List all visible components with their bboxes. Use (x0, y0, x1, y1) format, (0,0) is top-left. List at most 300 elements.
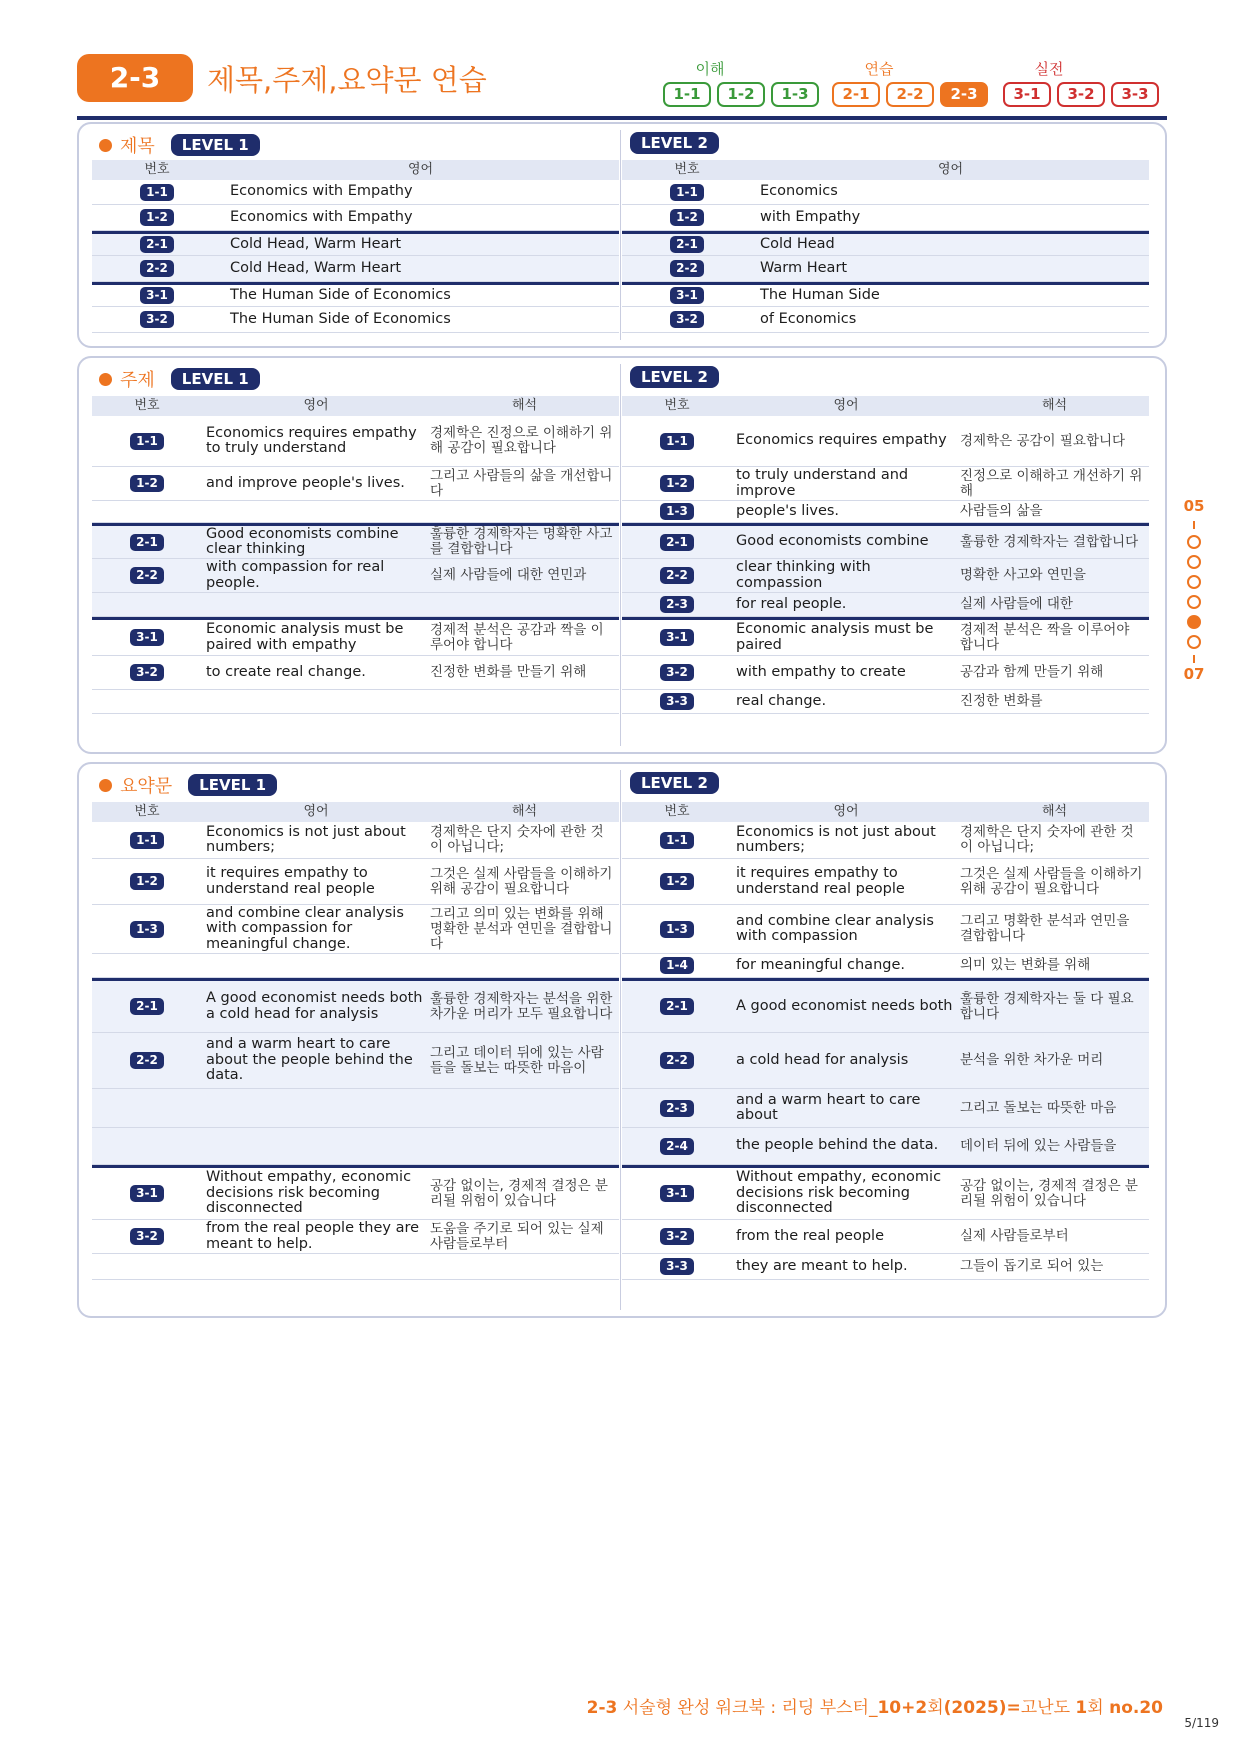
table-row (92, 690, 619, 714)
row-number-cell (92, 184, 222, 201)
english-text: with Empathy (760, 208, 861, 225)
table-row (622, 656, 1149, 690)
table-row (92, 467, 619, 501)
bullet-dot (99, 139, 112, 152)
english-text: Economics with Empathy (230, 183, 413, 200)
english-text: for meaningful change. (736, 956, 905, 973)
row-number-badge: 2-1 (660, 534, 694, 551)
english-text: Economic analysis must be paired (736, 621, 934, 653)
table-row (92, 1033, 619, 1089)
footer-bold3: 1 (1075, 1698, 1088, 1718)
row-number-badge: 3-2 (140, 311, 174, 328)
column-divider (620, 364, 621, 746)
summary-level1-table (92, 802, 619, 1280)
korean-translation: 데이터 뒤에 있는 사람들을 (960, 1137, 1117, 1154)
english-text: The Human Side of Economics (230, 310, 451, 327)
row-number-badge: 2-2 (140, 260, 174, 277)
row-number-badge: 1-1 (130, 832, 164, 849)
footer-after: 고난도 (1020, 1698, 1076, 1718)
table-row (92, 523, 619, 559)
row-number-badge: 2-2 (130, 1052, 164, 1069)
english-text: with compassion for real people. (206, 559, 385, 591)
korean-translation: 그리고 의미 있는 변화를 위해 명확한 분석과 연민을 결합합니다 (430, 905, 613, 952)
bullet-dot (99, 373, 112, 386)
section-name: 주제 (120, 370, 155, 391)
english-text: the people behind the data. (736, 1137, 939, 1154)
level-2-heading (630, 366, 719, 388)
footer-mid: 회 (927, 1698, 944, 1718)
table-row (92, 307, 619, 333)
chapter-side-tab (1179, 497, 1209, 683)
step-button[interactable]: 3-2 (1057, 82, 1105, 107)
table-row (622, 501, 1149, 523)
table-row (622, 231, 1149, 256)
row-number-cell (622, 832, 732, 849)
footer-code: 2-3 (586, 1698, 618, 1718)
table-row (92, 822, 619, 859)
english-text: Without empathy, economic decisions risk becoming disconnected (206, 1169, 412, 1217)
table-header (92, 802, 619, 822)
footer-bold4: no.20 (1109, 1698, 1163, 1718)
row-number-badge: 2-2 (660, 1052, 694, 1069)
row-number-cell (622, 873, 732, 890)
row-number-badge: 1-1 (670, 184, 704, 201)
row-number-badge: 3-1 (130, 1185, 164, 1202)
english-text: and a warm heart to care about the people behind the data. (206, 1036, 413, 1084)
row-number-badge: 2-3 (660, 596, 694, 613)
table-row (622, 1165, 1149, 1220)
english-text: and a warm heart to care about (736, 1091, 921, 1123)
row-number-badge: 1-2 (130, 873, 164, 890)
section-title-heading (99, 132, 260, 158)
row-number-cell (92, 236, 222, 253)
title-level2-table (622, 160, 1149, 333)
row-number-cell (92, 832, 202, 849)
korean-translation: 그것은 실제 사람들을 이해하기 위해 공감이 필요합니다 (960, 865, 1143, 897)
header-rule (77, 116, 1167, 120)
table-row (92, 859, 619, 905)
title-level1-table (92, 160, 619, 333)
english-text: for real people. (736, 595, 847, 612)
row-number-badge: 3-1 (660, 629, 694, 646)
row-number-cell (92, 260, 222, 277)
step-button[interactable]: 3-1 (1003, 82, 1051, 107)
row-number-badge: 3-1 (670, 287, 704, 304)
table-row (92, 231, 619, 256)
english-text: The Human Side of Economics (230, 286, 451, 303)
row-number-badge: 3-1 (140, 287, 174, 304)
row-number-cell (92, 629, 202, 646)
step-button[interactable]: 1-3 (771, 82, 819, 107)
korean-translation: 진정으로 이해하고 개선하기 위해 (960, 467, 1143, 499)
table-row (92, 1220, 619, 1254)
step-button-active[interactable]: 2-3 (940, 82, 988, 107)
table-row (622, 467, 1149, 501)
english-text: people's lives. (736, 502, 840, 519)
korean-translation: 공감 없이는, 경제적 결정은 분리될 위험이 있습니다 (430, 1177, 608, 1209)
header-eng: 영어 (937, 162, 964, 177)
table-row (92, 617, 619, 656)
english-text: and combine clear analysis with compassion (736, 912, 934, 944)
table-row (92, 282, 619, 307)
row-number-cell (622, 629, 732, 646)
tab-bar (1193, 655, 1195, 663)
row-number-cell (622, 1052, 732, 1069)
row-number-badge: 2-1 (660, 998, 694, 1015)
korean-translation: 실제 사람들로부터 (960, 1228, 1069, 1244)
progress-circle-icon (1187, 635, 1201, 649)
header-num: 번호 (134, 804, 160, 819)
progress-circle-icon (1187, 575, 1201, 589)
english-text: to truly understand and improve (736, 467, 909, 499)
english-text: with empathy to create (736, 663, 906, 680)
step-group-real (1003, 82, 1159, 107)
row-number-cell (92, 1052, 202, 1069)
row-number-badge: 1-3 (660, 921, 694, 938)
korean-translation: 훌륭한 경제학자는 결합합니다 (960, 533, 1139, 550)
row-number-cell (622, 921, 732, 938)
row-number-badge: 3-1 (660, 1185, 694, 1202)
step-button[interactable]: 1-1 (663, 82, 711, 107)
table-row (92, 1128, 619, 1165)
row-number-cell (622, 184, 752, 201)
table-row (92, 1165, 619, 1220)
footer-bold: 10+2 (877, 1698, 928, 1718)
table-row (92, 656, 619, 690)
english-text: Economics requires empathy to truly understand (206, 424, 417, 456)
korean-translation: 경제학은 단지 숫자에 관한 것이 아닙니다; (430, 824, 604, 855)
korean-translation: 훌륭한 경제학자는 명확한 사고를 결합합니다 (430, 526, 613, 557)
table-header (622, 396, 1149, 416)
progress-circle-icon (1187, 615, 1201, 629)
footer-text: 서술형 완성 워크북 : 리딩 부스터_ (622, 1698, 878, 1718)
korean-translation: 진정한 변화를 (960, 693, 1043, 709)
row-number-badge: 2-3 (660, 1100, 694, 1117)
row-number-cell (92, 433, 202, 450)
level-2-badge: LEVEL 2 (630, 772, 719, 794)
korean-translation: 그리고 사람들의 삶을 개선합니다 (430, 467, 613, 499)
table-row (622, 617, 1149, 656)
row-number-cell (622, 475, 732, 492)
table-header (92, 396, 619, 416)
row-number-badge: 1-1 (140, 184, 174, 201)
row-number-badge: 1-1 (660, 433, 694, 450)
row-number-cell (92, 567, 202, 584)
english-text: it requires empathy to understand real people (736, 865, 905, 897)
english-text: The Human Side (760, 286, 880, 303)
header-num: 번호 (134, 398, 160, 413)
english-text: Good economists combine (736, 533, 929, 550)
progress-circle-icon (1187, 535, 1201, 549)
step-button[interactable]: 1-2 (717, 82, 765, 107)
section-name: 제목 (120, 136, 155, 157)
row-number-badge: 2-2 (130, 567, 164, 584)
level-1-badge: LEVEL 1 (171, 134, 260, 156)
row-number-cell (622, 664, 732, 681)
table-row (622, 282, 1149, 307)
english-text: to create real change. (206, 663, 366, 680)
korean-translation: 진정한 변화를 만들기 위해 (430, 664, 587, 680)
summary-level2-table (622, 802, 1149, 1280)
row-number-cell (92, 664, 202, 681)
table-row (622, 859, 1149, 905)
header-eng: 영어 (303, 398, 329, 413)
header-num: 번호 (144, 162, 170, 177)
row-number-cell (92, 1185, 202, 1202)
table-row (92, 905, 619, 954)
table-row (622, 523, 1149, 559)
section-title (77, 122, 1167, 348)
row-number-cell (622, 567, 732, 584)
english-text: Economics (760, 183, 838, 200)
table-row (622, 593, 1149, 617)
header-kor: 해석 (1041, 804, 1068, 819)
bullet-dot (99, 779, 112, 792)
row-number-cell (622, 596, 732, 613)
korean-translation: 그리고 명확한 분석과 연민을 결합합니다 (960, 913, 1130, 944)
row-number-badge: 2-2 (660, 567, 694, 584)
footer-bold2: (2025)= (943, 1698, 1021, 1718)
row-number-badge: 1-2 (660, 873, 694, 890)
step-button[interactable]: 3-3 (1111, 82, 1159, 107)
english-text: from the real people they are meant to help. (206, 1220, 420, 1252)
header-kor: 해석 (1041, 398, 1068, 413)
english-text: and combine clear analysis with compassion for meaningful change. (206, 904, 404, 952)
row-number-badge: 2-1 (130, 998, 164, 1015)
row-number-cell (622, 693, 732, 710)
row-number-badge: 3-3 (660, 1258, 694, 1275)
header-kor: 해석 (511, 804, 538, 819)
row-number-badge: 1-2 (130, 475, 164, 492)
header-num: 번호 (664, 804, 690, 819)
footer-caption (587, 1693, 1163, 1718)
korean-translation: 경제학은 진정으로 이해하기 위해 공감이 필요합니다 (430, 425, 613, 456)
group-label-practice: 연습 (864, 60, 894, 78)
row-number-badge: 1-2 (140, 209, 174, 226)
english-text: Economics is not just about numbers; (736, 823, 936, 855)
table-row (622, 978, 1149, 1033)
english-text: Without empathy, economic decisions risk becoming disconnected (736, 1169, 942, 1217)
row-number-cell (622, 534, 732, 551)
section-name: 요약문 (120, 776, 173, 797)
section-topic (77, 356, 1167, 754)
level-2-heading (630, 132, 719, 154)
english-text: it requires empathy to understand real people (206, 865, 375, 897)
section-topic-heading (99, 366, 260, 392)
step-button[interactable]: 2-1 (832, 82, 880, 107)
table-header (92, 160, 619, 180)
row-number-badge: 3-2 (130, 1228, 164, 1245)
row-number-badge: 1-1 (130, 433, 164, 450)
level-2-heading (630, 772, 719, 794)
korean-translation: 사람들의 삶을 (960, 503, 1043, 519)
row-number-cell (622, 957, 732, 974)
table-row (92, 256, 619, 282)
row-number-cell (622, 1138, 732, 1155)
english-text: A good economist needs both a cold head for analysis (206, 990, 423, 1022)
english-text: Cold Head, Warm Heart (230, 259, 402, 276)
row-number-badge: 2-2 (670, 260, 704, 277)
column-divider (620, 130, 621, 340)
column-divider (620, 770, 621, 1310)
row-number-badge: 1-2 (660, 475, 694, 492)
table-row (622, 256, 1149, 282)
row-number-badge: 1-3 (660, 503, 694, 520)
row-number-badge: 3-3 (660, 693, 694, 710)
english-text: Good economists combine clear thinking (206, 525, 399, 557)
table-row (92, 1254, 619, 1280)
table-row (622, 1254, 1149, 1280)
english-text: A good economist needs both (736, 997, 953, 1014)
korean-translation: 그리고 데이터 뒤에 있는 사람들을 돌보는 따뜻한 마음이 (430, 1044, 604, 1076)
topic-level1-table (92, 396, 619, 714)
row-number-cell (622, 1100, 732, 1117)
header-eng: 영어 (407, 162, 434, 177)
page-number: 5/119 (1184, 1716, 1219, 1730)
row-number-badge: 2-1 (130, 534, 164, 551)
row-number-cell (622, 209, 752, 226)
table-row (622, 1089, 1149, 1128)
table-row (622, 559, 1149, 593)
row-number-badge: 3-2 (670, 311, 704, 328)
row-number-cell (92, 534, 202, 551)
korean-translation: 실제 사람들에 대한 연민과 (430, 567, 587, 583)
row-number-cell (92, 873, 202, 890)
row-number-cell (622, 287, 752, 304)
english-text: and improve people's lives. (206, 474, 405, 491)
table-row (622, 954, 1149, 978)
korean-translation: 경제적 분석은 공감과 짝을 이루어야 합니다 (430, 621, 604, 653)
korean-translation: 경제학은 단지 숫자에 관한 것이 아닙니다; (960, 824, 1134, 855)
row-number-badge: 2-4 (660, 1138, 694, 1155)
table-header (622, 802, 1149, 822)
table-row (92, 416, 619, 467)
chapter-end-label: 07 (1183, 665, 1205, 683)
korean-translation: 명확한 사고와 연민을 (960, 567, 1086, 583)
chapter-progress (1179, 535, 1209, 649)
korean-translation: 도움을 주기로 되어 있는 실제 사람들로부터 (430, 1220, 604, 1252)
step-button[interactable]: 2-2 (886, 82, 934, 107)
english-text: Cold Head (760, 235, 835, 252)
row-number-badge: 1-4 (660, 957, 694, 974)
table-row (622, 1033, 1149, 1089)
table-row (622, 1220, 1149, 1254)
row-number-badge: 3-1 (130, 629, 164, 646)
row-number-cell (622, 260, 752, 277)
korean-translation: 그것은 실제 사람들을 이해하기 위해 공감이 필요합니다 (430, 865, 613, 897)
group-label-real: 실전 (1034, 60, 1064, 78)
row-number-cell (92, 209, 222, 226)
table-row (92, 1089, 619, 1128)
row-number-cell (622, 1228, 732, 1245)
header-num: 번호 (664, 398, 690, 413)
step-group-practice (832, 82, 988, 107)
table-row (92, 205, 619, 231)
chapter-start-label: 05 (1183, 497, 1205, 515)
table-header (622, 160, 1149, 180)
english-text: real change. (736, 692, 827, 709)
row-number-badge: 2-1 (140, 236, 174, 253)
row-number-cell (92, 998, 202, 1015)
korean-translation: 공감 없이는, 경제적 결정은 분리될 위험이 있습니다 (960, 1177, 1138, 1209)
table-row (92, 978, 619, 1033)
row-number-cell (92, 1228, 202, 1245)
english-text: clear thinking with compassion (736, 559, 871, 591)
header-kor: 해석 (511, 398, 538, 413)
english-text: of Economics (760, 310, 857, 327)
row-number-cell (92, 475, 202, 492)
page-header (77, 52, 1167, 122)
row-number-cell (622, 1185, 732, 1202)
korean-translation: 의미 있는 변화를 위해 (960, 957, 1091, 973)
row-number-cell (92, 311, 222, 328)
row-number-cell (622, 311, 752, 328)
table-row (92, 501, 619, 523)
table-row (92, 180, 619, 205)
section-summary-heading (99, 772, 277, 798)
footer-mid2: 회 (1087, 1698, 1110, 1718)
row-number-badge: 3-2 (660, 1228, 694, 1245)
row-number-badge: 3-2 (660, 664, 694, 681)
korean-translation: 그리고 돌보는 따뜻한 마음 (960, 1099, 1117, 1116)
row-number-badge: 1-3 (130, 921, 164, 938)
row-number-badge: 1-2 (670, 209, 704, 226)
table-row (622, 1128, 1149, 1165)
tab-bar (1193, 521, 1195, 529)
header-eng: 영어 (303, 804, 329, 819)
topic-level2-table (622, 396, 1149, 714)
page-title: 제목,주제,요약문 연습 (207, 63, 487, 97)
english-text: from the real people (736, 1227, 884, 1244)
header-eng: 영어 (833, 804, 859, 819)
table-row (92, 593, 619, 617)
english-text: Cold Head, Warm Heart (230, 235, 402, 252)
korean-translation: 실제 사람들에 대한 (960, 596, 1073, 612)
lesson-badge: 2-3 (77, 54, 193, 102)
row-number-badge: 3-2 (130, 664, 164, 681)
table-row (92, 559, 619, 593)
level-2-badge: LEVEL 2 (630, 132, 719, 154)
level-1-badge: LEVEL 1 (188, 774, 277, 796)
table-row (622, 205, 1149, 231)
english-text: Economics requires empathy (736, 432, 947, 449)
row-number-cell (622, 433, 732, 450)
table-row (622, 416, 1149, 467)
korean-translation: 공감과 함께 만들기 위해 (960, 664, 1104, 680)
row-number-cell (92, 287, 222, 304)
level-2-badge: LEVEL 2 (630, 366, 719, 388)
korean-translation: 분석을 위한 차가운 머리 (960, 1052, 1104, 1068)
english-text: Economic analysis must be paired with empathy (206, 621, 404, 653)
step-group-understand (663, 82, 819, 107)
korean-translation: 경제학은 공감이 필요합니다 (960, 432, 1126, 449)
english-text: a cold head for analysis (736, 1051, 909, 1068)
level-1-badge: LEVEL 1 (171, 368, 260, 390)
group-label-understand: 이해 (695, 60, 725, 78)
row-number-cell (622, 236, 752, 253)
table-row (622, 690, 1149, 714)
korean-translation: 경제적 분석은 짝을 이루어야 합니다 (960, 621, 1130, 653)
english-text: they are meant to help. (736, 1257, 908, 1274)
section-summary (77, 762, 1167, 1318)
korean-translation: 훌륭한 경제학자는 둘 다 필요합니다 (960, 990, 1134, 1022)
english-text: Economics with Empathy (230, 208, 413, 225)
row-number-cell (622, 1258, 732, 1275)
row-number-badge: 1-1 (660, 832, 694, 849)
header-eng: 영어 (833, 398, 859, 413)
row-number-cell (622, 503, 732, 520)
table-row (622, 307, 1149, 333)
